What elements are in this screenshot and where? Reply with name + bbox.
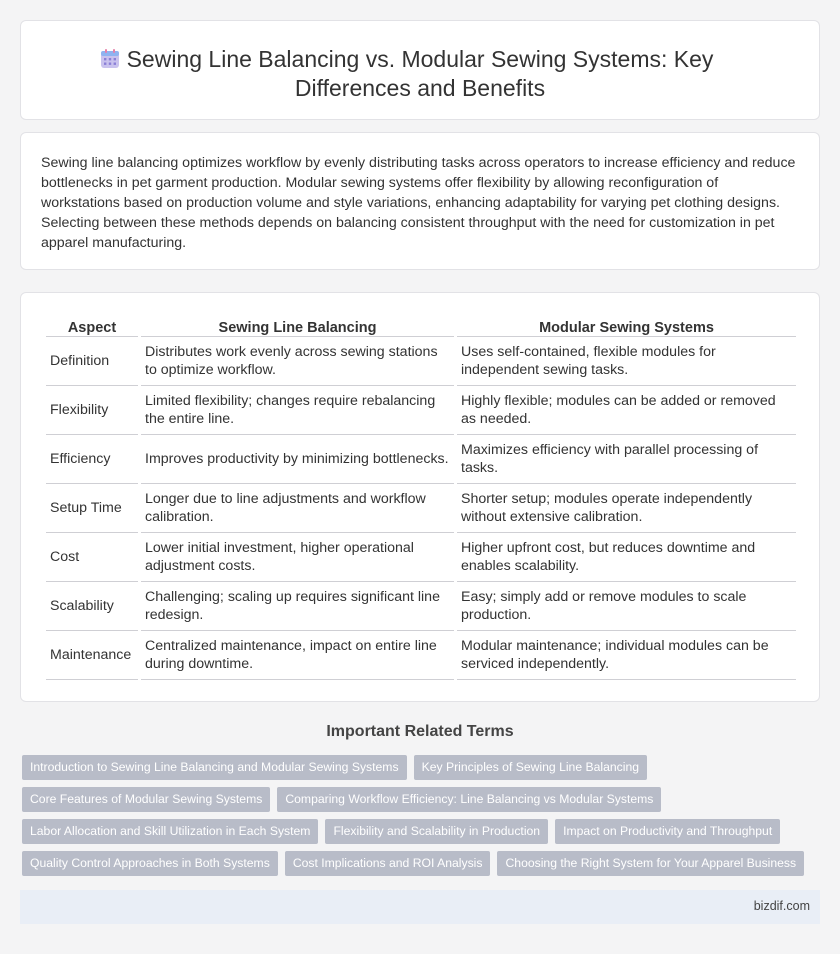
header-line-balancing: Sewing Line Balancing <box>141 315 454 337</box>
modular-cell: Shorter setup; modules operate independently without extensive calibration. <box>457 484 796 533</box>
header-modular: Modular Sewing Systems <box>457 315 796 337</box>
table-row <box>46 631 796 680</box>
modular-cell: Modular maintenance; individual modules can be serviced independently. <box>457 631 796 680</box>
aspect-cell: Cost <box>46 533 138 582</box>
aspect-cell: Scalability <box>46 582 138 631</box>
line-balancing-cell: Distributes work evenly across sewing stations to optimize workflow. <box>141 337 454 386</box>
aspect-cell: Flexibility <box>46 386 138 435</box>
comparison-card <box>20 292 820 702</box>
related-terms-list <box>22 755 812 876</box>
modular-cell: Maximizes efficiency with parallel processing of tasks. <box>457 435 796 484</box>
table-header-row <box>46 315 796 337</box>
modular-cell: Uses self-contained, flexible modules for independent sewing tasks. <box>457 337 796 386</box>
intro-paragraph: Sewing line balancing optimizes workflow by evenly distributing tasks across operators to increase efficiency and reduce bottlenecks in pet garment production. Modular sewing systems offer flexibility by allowing reconfiguration of workstations based on production volume and style variations, enhancing adaptability for varying pet clothing designs. Selecting between these methods depends on balancing consistent throughput with the need for customization in pet apparel manufacturing. <box>41 155 796 251</box>
header-aspect: Aspect <box>46 315 138 337</box>
line-balancing-cell: Challenging; scaling up requires significant line redesign. <box>141 582 454 631</box>
header-card <box>20 20 820 120</box>
aspect-cell: Definition <box>46 337 138 386</box>
intro-card <box>20 132 820 270</box>
page-title: Sewing Line Balancing vs. Modular Sewing Systems: Key Differences and Benefits <box>126 46 714 101</box>
comparison-table <box>43 315 799 680</box>
footer-site-link[interactable]: bizdif.com <box>753 899 810 913</box>
modular-cell: Highly flexible; modules can be added or removed as needed. <box>457 386 796 435</box>
related-term-tag[interactable]: Comparing Workflow Efficiency: Line Balancing vs Modular Systems <box>277 787 661 812</box>
line-balancing-cell: Centralized maintenance, impact on entire line during downtime. <box>141 631 454 680</box>
related-term-tag[interactable]: Cost Implications and ROI Analysis <box>285 851 491 876</box>
aspect-cell: Maintenance <box>46 631 138 680</box>
related-terms-heading: Important Related Terms <box>326 723 514 740</box>
related-term-tag[interactable]: Flexibility and Scalability in Production <box>325 819 548 844</box>
related-term-tag[interactable]: Labor Allocation and Skill Utilization in Each System <box>22 819 318 844</box>
footer <box>20 890 820 924</box>
related-term-tag[interactable]: Quality Control Approaches in Both Systems <box>22 851 278 876</box>
related-term-tag[interactable]: Core Features of Modular Sewing Systems <box>22 787 270 812</box>
table-row <box>46 484 796 533</box>
related-term-tag[interactable]: Impact on Productivity and Throughput <box>555 819 780 844</box>
table-row <box>46 533 796 582</box>
table-row <box>46 386 796 435</box>
line-balancing-cell: Longer due to line adjustments and workflow calibration. <box>141 484 454 533</box>
modular-cell: Easy; simply add or remove modules to scale production. <box>457 582 796 631</box>
related-term-tag[interactable]: Key Principles of Sewing Line Balancing <box>414 755 647 780</box>
related-term-tag[interactable]: Introduction to Sewing Line Balancing and Modular Sewing Systems <box>22 755 407 780</box>
modular-cell: Higher upfront cost, but reduces downtime and enables scalability. <box>457 533 796 582</box>
aspect-cell: Setup Time <box>46 484 138 533</box>
aspect-cell: Efficiency <box>46 435 138 484</box>
line-balancing-cell: Limited flexibility; changes require rebalancing the entire line. <box>141 386 454 435</box>
line-balancing-cell: Lower initial investment, higher operational adjustment costs. <box>141 533 454 582</box>
table-row <box>46 435 796 484</box>
table-row <box>46 582 796 631</box>
table-row <box>46 337 796 386</box>
related-term-tag[interactable]: Choosing the Right System for Your Apparel Business <box>497 851 804 876</box>
line-balancing-cell: Improves productivity by minimizing bottlenecks. <box>141 435 454 484</box>
